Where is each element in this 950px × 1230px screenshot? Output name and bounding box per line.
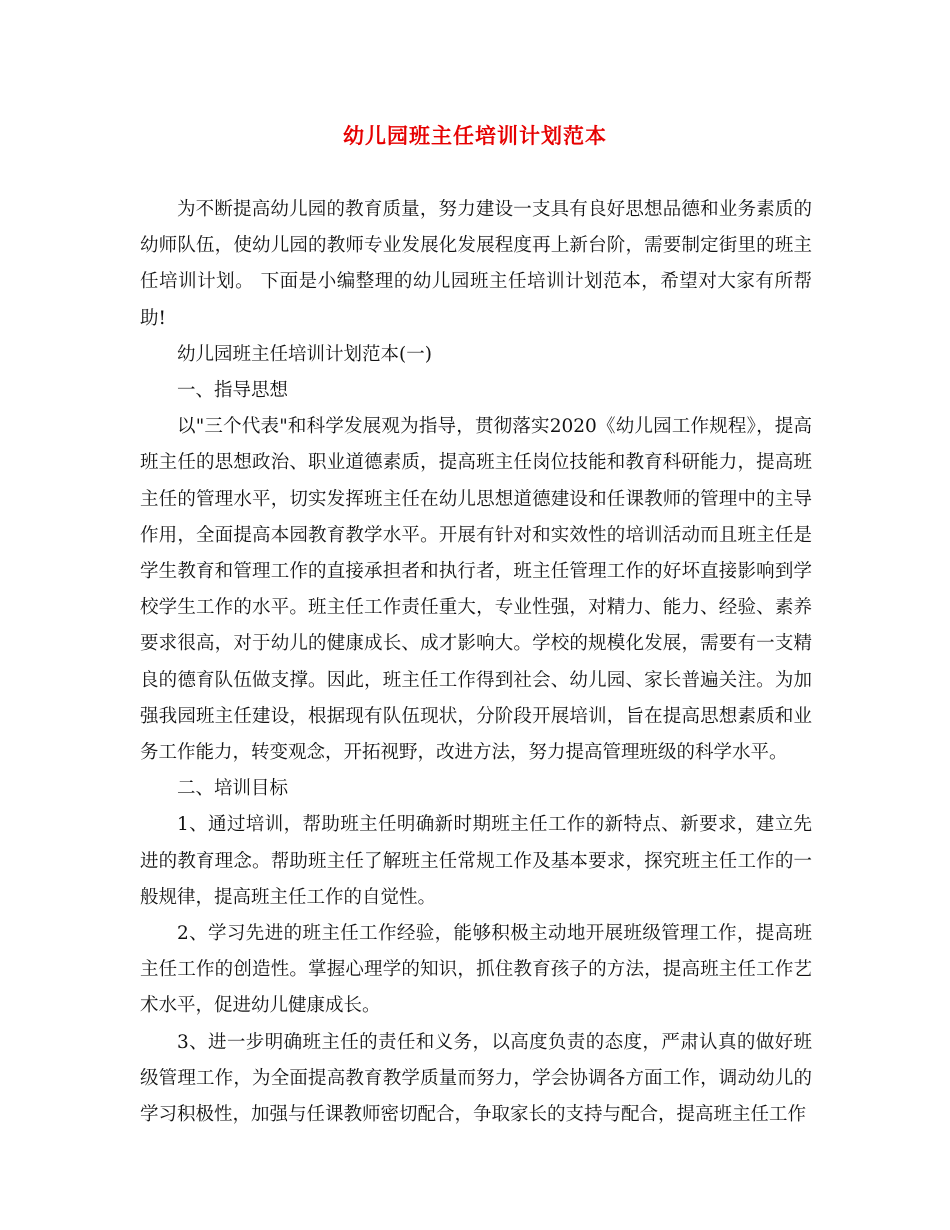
document-title: 幼儿园班主任培训计划范本: [343, 123, 607, 148]
document-body: [140, 192, 812, 1133]
section-heading-sample-one: 幼儿园班主任培训计划范本(一): [177, 343, 432, 365]
guiding-thought-paragraph: 以"三个代表"和科学发展观为指导，贯彻落实2020《幼儿园工作规程》，提高班主任的思想政治、职业道德素质，提高班主任岗位技能和教育科研能力，提高班主任的管理水平，切实发挥班主任在幼儿思想道德建设和任课教师的管理中的主导作用，全面提高本园教育教学水平。开展有针对和实效性的培训活动而且班主任是学生教育和管理工作的直接承担者和执行者，班主任管理工作的好坏直接影响到学校学生工作的水平。班主任工作责任重大，专业性强，对精力、能力、经验、素养要求很高，对于幼儿的健康成长、成才影响大。学校的规模化发展，需要有一支精良的德育队伍做支撑。因此，班主任工作得到社会、幼儿园、家长普遍关注。为加强我园班主任建设，根据现有队伍现状，分阶段开展培训，旨在提高思想素质和业务工作能力，转变观念，开拓视野，改进方法，努力提高管理班级的科学水平。: [140, 416, 812, 764]
goal-item-3: 3、进一步明确班主任的责任和义务，以高度负责的态度，严肃认真的做好班级管理工作，为全面提高教育教学质量而努力，学会协调各方面工作，调动幼儿的学习积极性，加强与任课教师密切配合，争取家长的支持与配合，提高班主任工作: [140, 1031, 812, 1126]
goal-item-1: 1、通过培训，帮助班主任明确新时期班主任工作的新特点、新要求，建立先进的教育理念。帮助班主任了解班主任常规工作及基本要求，探究班主任工作的一般规律，提高班主任工作的自觉性。: [140, 814, 812, 908]
section-heading-guiding-thought: 一、指导思想: [177, 380, 289, 402]
goal-item-2: 2、学习先进的班主任工作经验，能够积极主动地开展班级管理工作，提高班主任工作的创造性。掌握心理学的知识，抓住教育孩子的方法，提高班主任工作艺术水平，促进幼儿健康成长。: [140, 923, 812, 1017]
section-heading-training-goals: 二、培训目标: [177, 778, 289, 800]
intro-paragraph: 为不断提高幼儿园的教育质量，努力建设一支具有良好思想品德和业务素质的幼师队伍，使幼儿园的教师专业发展化发展程度再上新台阶，需要制定街里的班主任培训计划。 下面是小编整理的幼儿园班主任培训计划范本，希望对大家有所帮助!: [140, 199, 812, 329]
